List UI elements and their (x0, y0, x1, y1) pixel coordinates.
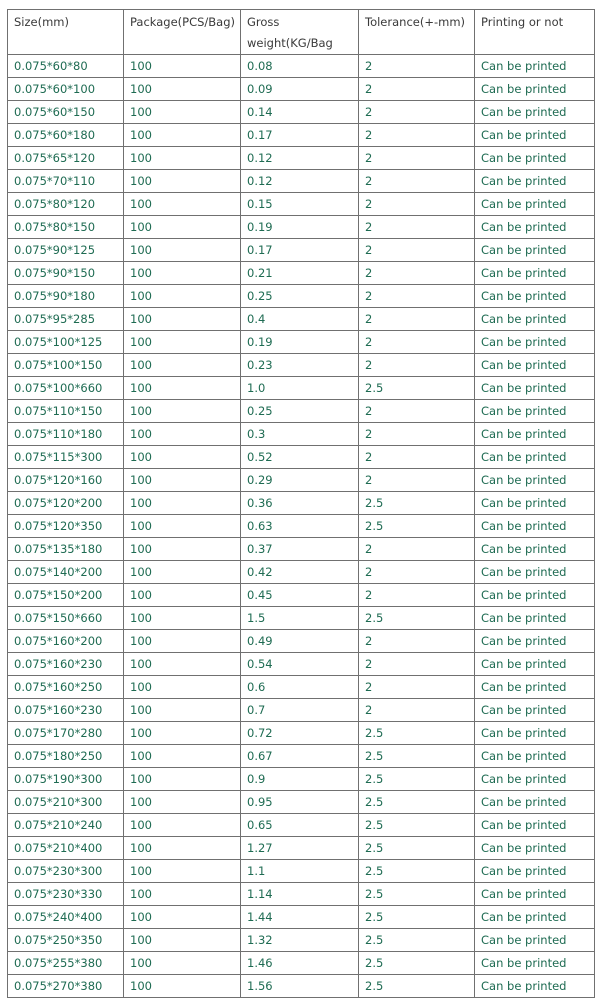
size-cell: 0.075*170*280 (8, 722, 124, 745)
tolerance-cell: 2 (359, 78, 475, 101)
table-row (8, 308, 595, 331)
table-row (8, 400, 595, 423)
size-cell: 0.075*230*300 (8, 860, 124, 883)
table-row (8, 262, 595, 285)
tolerance-cell: 2.5 (359, 377, 475, 400)
package-cell: 100 (124, 193, 241, 216)
printing-cell: Can be printed (475, 584, 595, 607)
tolerance-cell: 2.5 (359, 906, 475, 929)
printing-cell: Can be printed (475, 768, 595, 791)
table-row (8, 699, 595, 722)
package-cell: 100 (124, 170, 241, 193)
tolerance-cell: 2 (359, 630, 475, 653)
size-cell: 0.075*210*300 (8, 791, 124, 814)
package-cell: 100 (124, 216, 241, 239)
size-cell: 0.075*160*250 (8, 676, 124, 699)
printing-cell: Can be printed (475, 630, 595, 653)
package-cell: 100 (124, 492, 241, 515)
gross-weight-cell: 0.17 (241, 124, 359, 147)
gross-weight-cell: 0.7 (241, 699, 359, 722)
gross-weight-cell: 0.37 (241, 538, 359, 561)
size-cell: 0.075*150*660 (8, 607, 124, 630)
gross-weight-cell: 1.46 (241, 952, 359, 975)
gross-weight-cell: 1.44 (241, 906, 359, 929)
table-row (8, 216, 595, 239)
gross-weight-cell: 1.5 (241, 607, 359, 630)
size-cell: 0.075*210*400 (8, 837, 124, 860)
tolerance-cell: 2 (359, 193, 475, 216)
printing-cell: Can be printed (475, 883, 595, 906)
tolerance-cell: 2 (359, 170, 475, 193)
printing-cell: Can be printed (475, 124, 595, 147)
size-cell: 0.075*60*100 (8, 78, 124, 101)
package-cell: 100 (124, 400, 241, 423)
tolerance-cell: 2 (359, 285, 475, 308)
size-cell: 0.075*140*200 (8, 561, 124, 584)
table-row (8, 78, 595, 101)
gross-weight-cell: 0.42 (241, 561, 359, 584)
table-row (8, 883, 595, 906)
package-cell: 100 (124, 768, 241, 791)
table-row (8, 446, 595, 469)
table-row (8, 124, 595, 147)
tolerance-cell: 2 (359, 331, 475, 354)
printing-cell: Can be printed (475, 400, 595, 423)
package-cell: 100 (124, 423, 241, 446)
tolerance-cell: 2 (359, 239, 475, 262)
package-cell: 100 (124, 78, 241, 101)
size-cell: 0.075*150*200 (8, 584, 124, 607)
printing-cell: Can be printed (475, 147, 595, 170)
tolerance-cell: 2 (359, 147, 475, 170)
size-cell: 0.075*80*150 (8, 216, 124, 239)
package-cell: 100 (124, 722, 241, 745)
printing-cell: Can be printed (475, 331, 595, 354)
size-cell: 0.075*240*400 (8, 906, 124, 929)
printing-cell: Can be printed (475, 929, 595, 952)
package-cell: 100 (124, 883, 241, 906)
package-cell: 100 (124, 285, 241, 308)
package-cell: 100 (124, 630, 241, 653)
package-cell: 100 (124, 331, 241, 354)
printing-cell: Can be printed (475, 699, 595, 722)
gross-weight-cell: 0.65 (241, 814, 359, 837)
size-cell: 0.075*210*240 (8, 814, 124, 837)
table-row (8, 55, 595, 78)
package-cell: 100 (124, 584, 241, 607)
gross-weight-cell: 0.4 (241, 308, 359, 331)
printing-cell: Can be printed (475, 170, 595, 193)
tolerance-cell: 2.5 (359, 860, 475, 883)
tolerance-cell: 2.5 (359, 745, 475, 768)
size-cell: 0.075*70*110 (8, 170, 124, 193)
tolerance-cell: 2.5 (359, 791, 475, 814)
package-cell: 100 (124, 745, 241, 768)
printing-cell: Can be printed (475, 101, 595, 124)
table-row (8, 538, 595, 561)
gross-weight-cell: 1.1 (241, 860, 359, 883)
gross-weight-cell: 0.15 (241, 193, 359, 216)
size-cell: 0.075*135*180 (8, 538, 124, 561)
table-row (8, 584, 595, 607)
gross-weight-cell: 0.6 (241, 676, 359, 699)
gross-weight-cell: 0.17 (241, 239, 359, 262)
package-cell: 100 (124, 55, 241, 78)
tolerance-cell: 2 (359, 561, 475, 584)
size-cell: 0.075*80*120 (8, 193, 124, 216)
table-row (8, 561, 595, 584)
package-cell: 100 (124, 101, 241, 124)
tolerance-cell: 2 (359, 262, 475, 285)
table-row (8, 906, 595, 929)
table-row (8, 239, 595, 262)
size-cell: 0.075*90*125 (8, 239, 124, 262)
table-row (8, 147, 595, 170)
size-cell: 0.075*100*660 (8, 377, 124, 400)
size-cell: 0.075*270*380 (8, 975, 124, 998)
table-body (8, 55, 595, 998)
package-cell: 100 (124, 469, 241, 492)
size-cell: 0.075*180*250 (8, 745, 124, 768)
gross-weight-cell: 0.08 (241, 55, 359, 78)
package-cell: 100 (124, 814, 241, 837)
table-row (8, 170, 595, 193)
gross-weight-cell: 0.12 (241, 170, 359, 193)
table-row (8, 285, 595, 308)
gross-weight-cell: 0.72 (241, 722, 359, 745)
size-cell: 0.075*120*200 (8, 492, 124, 515)
gross-weight-cell: 0.23 (241, 354, 359, 377)
table-row (8, 837, 595, 860)
tolerance-cell: 2 (359, 676, 475, 699)
package-cell: 100 (124, 906, 241, 929)
printing-cell: Can be printed (475, 722, 595, 745)
size-cell: 0.075*120*350 (8, 515, 124, 538)
package-cell: 100 (124, 607, 241, 630)
printing-cell: Can be printed (475, 423, 595, 446)
package-cell: 100 (124, 262, 241, 285)
gross-weight-cell: 0.52 (241, 446, 359, 469)
printing-cell: Can be printed (475, 653, 595, 676)
table-row (8, 791, 595, 814)
gross-weight-cell: 0.14 (241, 101, 359, 124)
package-cell: 100 (124, 837, 241, 860)
gross-weight-cell: 0.29 (241, 469, 359, 492)
gross-weight-cell: 0.45 (241, 584, 359, 607)
package-cell: 100 (124, 860, 241, 883)
package-cell: 100 (124, 239, 241, 262)
table-row (8, 423, 595, 446)
size-cell: 0.075*250*350 (8, 929, 124, 952)
table-row (8, 331, 595, 354)
tolerance-cell: 2 (359, 653, 475, 676)
gross-weight-cell: 0.25 (241, 285, 359, 308)
printing-cell: Can be printed (475, 791, 595, 814)
gross-weight-cell: 1.56 (241, 975, 359, 998)
table-row (8, 653, 595, 676)
table-row (8, 860, 595, 883)
package-cell: 100 (124, 791, 241, 814)
printing-cell: Can be printed (475, 952, 595, 975)
table-row (8, 193, 595, 216)
printing-cell: Can be printed (475, 561, 595, 584)
printing-cell: Can be printed (475, 860, 595, 883)
package-cell: 100 (124, 308, 241, 331)
package-cell: 100 (124, 952, 241, 975)
printing-cell: Can be printed (475, 538, 595, 561)
size-cell: 0.075*65*120 (8, 147, 124, 170)
package-cell: 100 (124, 377, 241, 400)
tolerance-cell: 2 (359, 400, 475, 423)
printing-cell: Can be printed (475, 469, 595, 492)
printing-cell: Can be printed (475, 975, 595, 998)
printing-cell: Can be printed (475, 308, 595, 331)
gross-weight-cell: 0.25 (241, 400, 359, 423)
printing-cell: Can be printed (475, 193, 595, 216)
table-row (8, 469, 595, 492)
header-package: Package(PCS/Bag) (124, 10, 241, 55)
table-row (8, 768, 595, 791)
header-gross-weight: Gross weight(KG/Bag (241, 10, 359, 55)
size-cell: 0.075*160*230 (8, 653, 124, 676)
table-row (8, 929, 595, 952)
table-row (8, 975, 595, 998)
tolerance-cell: 2 (359, 124, 475, 147)
printing-cell: Can be printed (475, 354, 595, 377)
tolerance-cell: 2 (359, 101, 475, 124)
gross-weight-cell: 0.19 (241, 331, 359, 354)
header-size: Size(mm) (8, 10, 124, 55)
tolerance-cell: 2 (359, 55, 475, 78)
size-cell: 0.075*90*180 (8, 285, 124, 308)
spec-table-container (7, 9, 594, 998)
package-cell: 100 (124, 975, 241, 998)
tolerance-cell: 2.5 (359, 883, 475, 906)
package-cell: 100 (124, 699, 241, 722)
tolerance-cell: 2.5 (359, 952, 475, 975)
tolerance-cell: 2 (359, 354, 475, 377)
header-row (8, 10, 595, 55)
table-row (8, 722, 595, 745)
size-cell: 0.075*120*160 (8, 469, 124, 492)
tolerance-cell: 2.5 (359, 515, 475, 538)
gross-weight-cell: 1.0 (241, 377, 359, 400)
gross-weight-cell: 1.14 (241, 883, 359, 906)
package-cell: 100 (124, 446, 241, 469)
printing-cell: Can be printed (475, 515, 595, 538)
printing-cell: Can be printed (475, 814, 595, 837)
table-row (8, 607, 595, 630)
header-printing: Printing or not (475, 10, 595, 55)
size-cell: 0.075*160*200 (8, 630, 124, 653)
tolerance-cell: 2 (359, 584, 475, 607)
size-cell: 0.075*90*150 (8, 262, 124, 285)
tolerance-cell: 2 (359, 469, 475, 492)
gross-weight-cell: 0.36 (241, 492, 359, 515)
tolerance-cell: 2.5 (359, 607, 475, 630)
tolerance-cell: 2 (359, 538, 475, 561)
printing-cell: Can be printed (475, 745, 595, 768)
printing-cell: Can be printed (475, 262, 595, 285)
table-row (8, 101, 595, 124)
tolerance-cell: 2.5 (359, 929, 475, 952)
package-cell: 100 (124, 515, 241, 538)
table-row (8, 515, 595, 538)
table-row (8, 676, 595, 699)
size-cell: 0.075*115*300 (8, 446, 124, 469)
printing-cell: Can be printed (475, 492, 595, 515)
gross-weight-cell: 0.54 (241, 653, 359, 676)
printing-cell: Can be printed (475, 837, 595, 860)
header-tolerance: Tolerance(+-mm) (359, 10, 475, 55)
tolerance-cell: 2 (359, 699, 475, 722)
table-row (8, 354, 595, 377)
size-cell: 0.075*110*180 (8, 423, 124, 446)
size-cell: 0.075*60*80 (8, 55, 124, 78)
table-row (8, 377, 595, 400)
tolerance-cell: 2 (359, 308, 475, 331)
package-cell: 100 (124, 538, 241, 561)
table-row (8, 745, 595, 768)
package-cell: 100 (124, 929, 241, 952)
size-cell: 0.075*95*285 (8, 308, 124, 331)
tolerance-cell: 2.5 (359, 492, 475, 515)
tolerance-cell: 2 (359, 216, 475, 239)
tolerance-cell: 2 (359, 423, 475, 446)
size-cell: 0.075*230*330 (8, 883, 124, 906)
package-cell: 100 (124, 124, 241, 147)
table-row (8, 630, 595, 653)
tolerance-cell: 2.5 (359, 975, 475, 998)
gross-weight-cell: 1.27 (241, 837, 359, 860)
printing-cell: Can be printed (475, 377, 595, 400)
tolerance-cell: 2.5 (359, 768, 475, 791)
gross-weight-cell: 0.21 (241, 262, 359, 285)
package-cell: 100 (124, 147, 241, 170)
gross-weight-cell: 0.49 (241, 630, 359, 653)
gross-weight-cell: 0.12 (241, 147, 359, 170)
package-cell: 100 (124, 653, 241, 676)
spec-table (7, 9, 595, 998)
size-cell: 0.075*100*150 (8, 354, 124, 377)
table-row (8, 814, 595, 837)
package-cell: 100 (124, 354, 241, 377)
package-cell: 100 (124, 676, 241, 699)
gross-weight-cell: 0.9 (241, 768, 359, 791)
tolerance-cell: 2 (359, 446, 475, 469)
tolerance-cell: 2.5 (359, 837, 475, 860)
printing-cell: Can be printed (475, 239, 595, 262)
size-cell: 0.075*255*380 (8, 952, 124, 975)
gross-weight-cell: 1.32 (241, 929, 359, 952)
size-cell: 0.075*60*180 (8, 124, 124, 147)
table-row (8, 952, 595, 975)
package-cell: 100 (124, 561, 241, 584)
printing-cell: Can be printed (475, 446, 595, 469)
printing-cell: Can be printed (475, 676, 595, 699)
printing-cell: Can be printed (475, 906, 595, 929)
printing-cell: Can be printed (475, 78, 595, 101)
printing-cell: Can be printed (475, 607, 595, 630)
tolerance-cell: 2.5 (359, 814, 475, 837)
gross-weight-cell: 0.3 (241, 423, 359, 446)
gross-weight-cell: 0.09 (241, 78, 359, 101)
size-cell: 0.075*60*150 (8, 101, 124, 124)
gross-weight-cell: 0.95 (241, 791, 359, 814)
tolerance-cell: 2.5 (359, 722, 475, 745)
gross-weight-cell: 0.63 (241, 515, 359, 538)
size-cell: 0.075*190*300 (8, 768, 124, 791)
printing-cell: Can be printed (475, 216, 595, 239)
table-row (8, 492, 595, 515)
printing-cell: Can be printed (475, 285, 595, 308)
size-cell: 0.075*100*125 (8, 331, 124, 354)
printing-cell: Can be printed (475, 55, 595, 78)
size-cell: 0.075*160*230 (8, 699, 124, 722)
table-header (8, 10, 595, 55)
size-cell: 0.075*110*150 (8, 400, 124, 423)
gross-weight-cell: 0.67 (241, 745, 359, 768)
gross-weight-cell: 0.19 (241, 216, 359, 239)
